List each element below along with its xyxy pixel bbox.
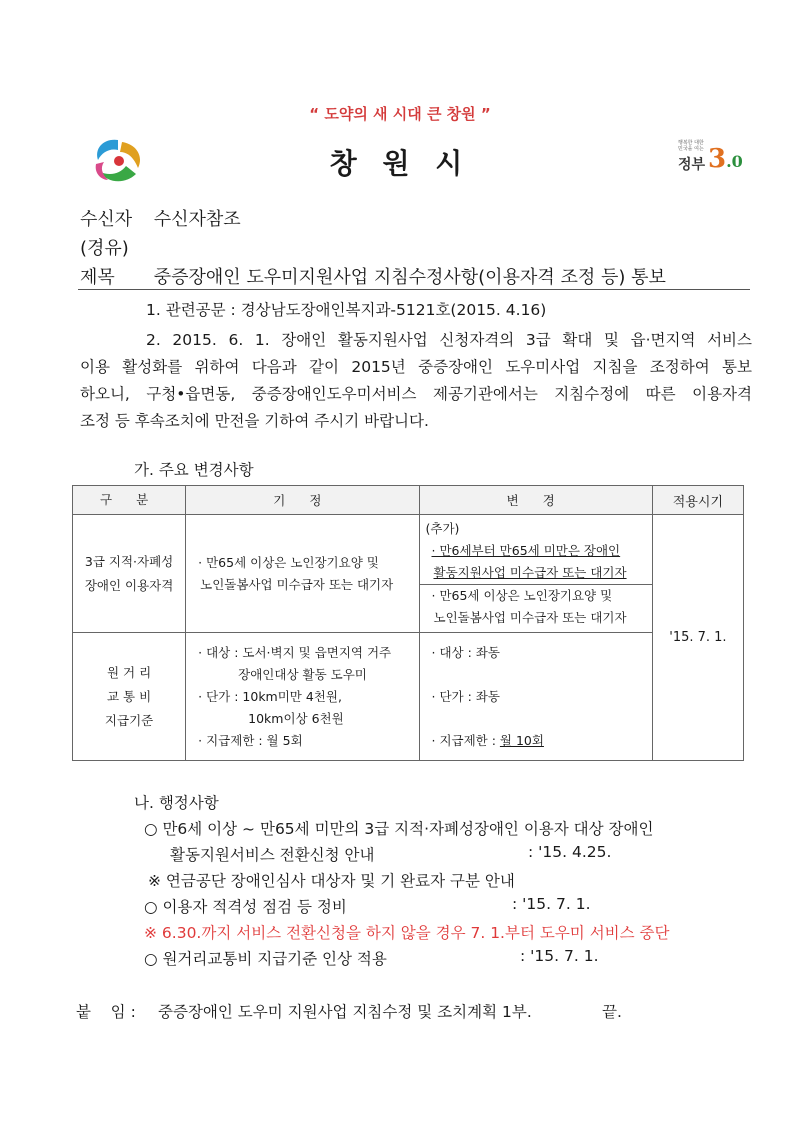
- row2-new-limit-label: · 지급제한 :: [431, 732, 500, 748]
- paragraph-2-line-1: 2. 2015. 6. 1. 장애인 활동지원사업 신청자격의 3급 확대 및 읍·면지역 서비스: [146, 331, 752, 349]
- admin-note-1: ※ 연금공단 장애인심사 대상자 및 기 완료자 구분 안내: [148, 872, 515, 890]
- admin-item-3-date: : '15. 7. 1.: [520, 947, 599, 965]
- row1-category: [73, 515, 186, 633]
- admin-note-2-warning: ※ 6.30.까지 서비스 전환신청을 하지 않을 경우 7. 1.부터 도우미 서비스 중단: [144, 924, 670, 942]
- gov-logo-main: 정부: [678, 157, 706, 173]
- gov-logo-number-main: 3: [708, 144, 727, 174]
- row2-category: [73, 633, 186, 761]
- admin-item-1-line-1: ○ 만6세 이상 ~ 만65세 미만의 3급 지적·자폐성장애인 이용자 대상 장애인: [144, 820, 654, 838]
- row1-new-added: (추가): [425, 521, 460, 536]
- section-a-heading: 가. 주요 변경사항: [134, 461, 254, 479]
- subject-value: 중증장애인 도우미지원사업 지침수정사항(이용자격 조정 등) 통보: [153, 267, 666, 288]
- table-header-apply-date: 적용시기: [652, 486, 743, 515]
- government-3-0-logo: [678, 140, 758, 180]
- row2-category-line-1: 원 거 리: [106, 664, 152, 680]
- org-name: 창 원 시: [329, 147, 471, 180]
- row2-new-limit: [420, 730, 652, 752]
- paragraph-1: 1. 관련공문 : 경상남도장애인복지과-5121호(2015. 4.16): [146, 301, 547, 319]
- attachment-text: 중증장애인 도우미 지원사업 지침수정 및 조치계획 1부.: [158, 1003, 532, 1021]
- row2-old: [186, 633, 419, 761]
- section-b-heading: 나. 행정사항: [134, 794, 219, 812]
- row1-new-underlined-line-1: · 만6세부터 만65세 미만은 장애인: [431, 543, 621, 558]
- table-row: [73, 515, 744, 633]
- row1-new-underlined-line-2: 활동지원사업 미수급자 또는 대기자: [433, 565, 627, 580]
- row1-old-line-1: · 만65세 이상은 노인장기요양 및: [198, 554, 379, 570]
- gov-logo-number: [708, 144, 743, 174]
- row2-new-spacer-2: [420, 708, 652, 730]
- row2-new-limit-value: 월 10회: [499, 732, 544, 748]
- header-divider: [78, 289, 750, 290]
- recipient-value: 수신자참조: [153, 209, 241, 230]
- table-header-category: 구 분: [73, 486, 186, 515]
- row1-new: [419, 515, 652, 633]
- row2-old-line-2: 장애인대상 활동 도우미: [238, 666, 367, 682]
- table-header-old: 기 정: [186, 486, 419, 515]
- attachment-end: 끝.: [602, 1003, 622, 1021]
- table-header-row: [73, 486, 744, 515]
- paragraph-2-line-3: 하오니, 구청•읍면동, 중증장애인도우미서비스 제공기관에서는 지침수정에 따른 이용자격: [80, 385, 752, 403]
- paragraph-2-line-2: 이용 활성화를 위하여 다음과 같이 2015년 중증장애인 도우미사업 지침을 조정하여 통보: [80, 358, 752, 376]
- via-row: (경유): [80, 238, 129, 259]
- row1-category-line-1: 3급 지적·자폐성: [84, 553, 174, 569]
- row1-new-line-3: · 만65세 이상은 노인장기요양 및: [431, 588, 613, 603]
- row1-old: [186, 515, 419, 633]
- row1-category-line-2: 장애인 이용자격: [84, 577, 174, 593]
- row2-old-line-3: · 단가 : 10km미만 4천원,: [198, 688, 342, 704]
- apply-date-cell: '15. 7. 1.: [652, 515, 743, 761]
- admin-item-1-line-2: 활동지원서비스 전환신청 안내: [170, 846, 375, 864]
- row2-new-target: · 대상 : 좌동: [431, 644, 500, 660]
- row2-new-spacer-1: [420, 664, 652, 686]
- attachment-label: 붙 임 :: [76, 1003, 136, 1021]
- recipient-row: [80, 205, 241, 231]
- subject-row: [80, 263, 666, 289]
- gov-logo-number-sub: .0: [726, 152, 743, 171]
- row2-old-line-1: · 대상 : 도서·벽지 및 읍면지역 거주: [198, 644, 392, 660]
- recipient-label: 수신자: [80, 209, 133, 230]
- row2-category-line-2: 교 통 비: [106, 688, 152, 704]
- subject-label: 제목: [80, 267, 115, 288]
- table-row: [73, 633, 744, 761]
- admin-item-3: ○ 원거리교통비 지급기준 인상 적용: [144, 950, 387, 968]
- admin-item-1-date: : '15. 4.25.: [528, 843, 612, 861]
- row2-new: [419, 633, 652, 761]
- row2-old-line-5: · 지급제한 : 월 5회: [198, 732, 303, 748]
- changes-table: [72, 485, 744, 761]
- row1-old-line-2: 노인돌봄사업 미수급자 또는 대기자: [200, 576, 394, 592]
- row2-old-line-4: 10km이상 6천원: [248, 710, 344, 726]
- gov-logo-caption: 행복한 대한민국을 여는: [678, 140, 704, 152]
- paragraph-2-line-4: 조정 등 후속조치에 만전을 기하여 주시기 바랍니다.: [80, 412, 429, 430]
- slogan: “ 도약의 새 시대 큰 창원 ”: [309, 105, 491, 123]
- row1-new-line-4: 노인돌봄사업 미수급자 또는 대기자: [433, 610, 627, 625]
- admin-item-2: ○ 이용자 적격성 점검 등 정비: [144, 898, 347, 916]
- table-header-new: 변 경: [419, 486, 652, 515]
- row2-new-price: · 단가 : 좌동: [431, 688, 500, 704]
- row2-category-line-3: 지급기준: [104, 712, 154, 728]
- admin-item-2-date: : '15. 7. 1.: [512, 895, 591, 913]
